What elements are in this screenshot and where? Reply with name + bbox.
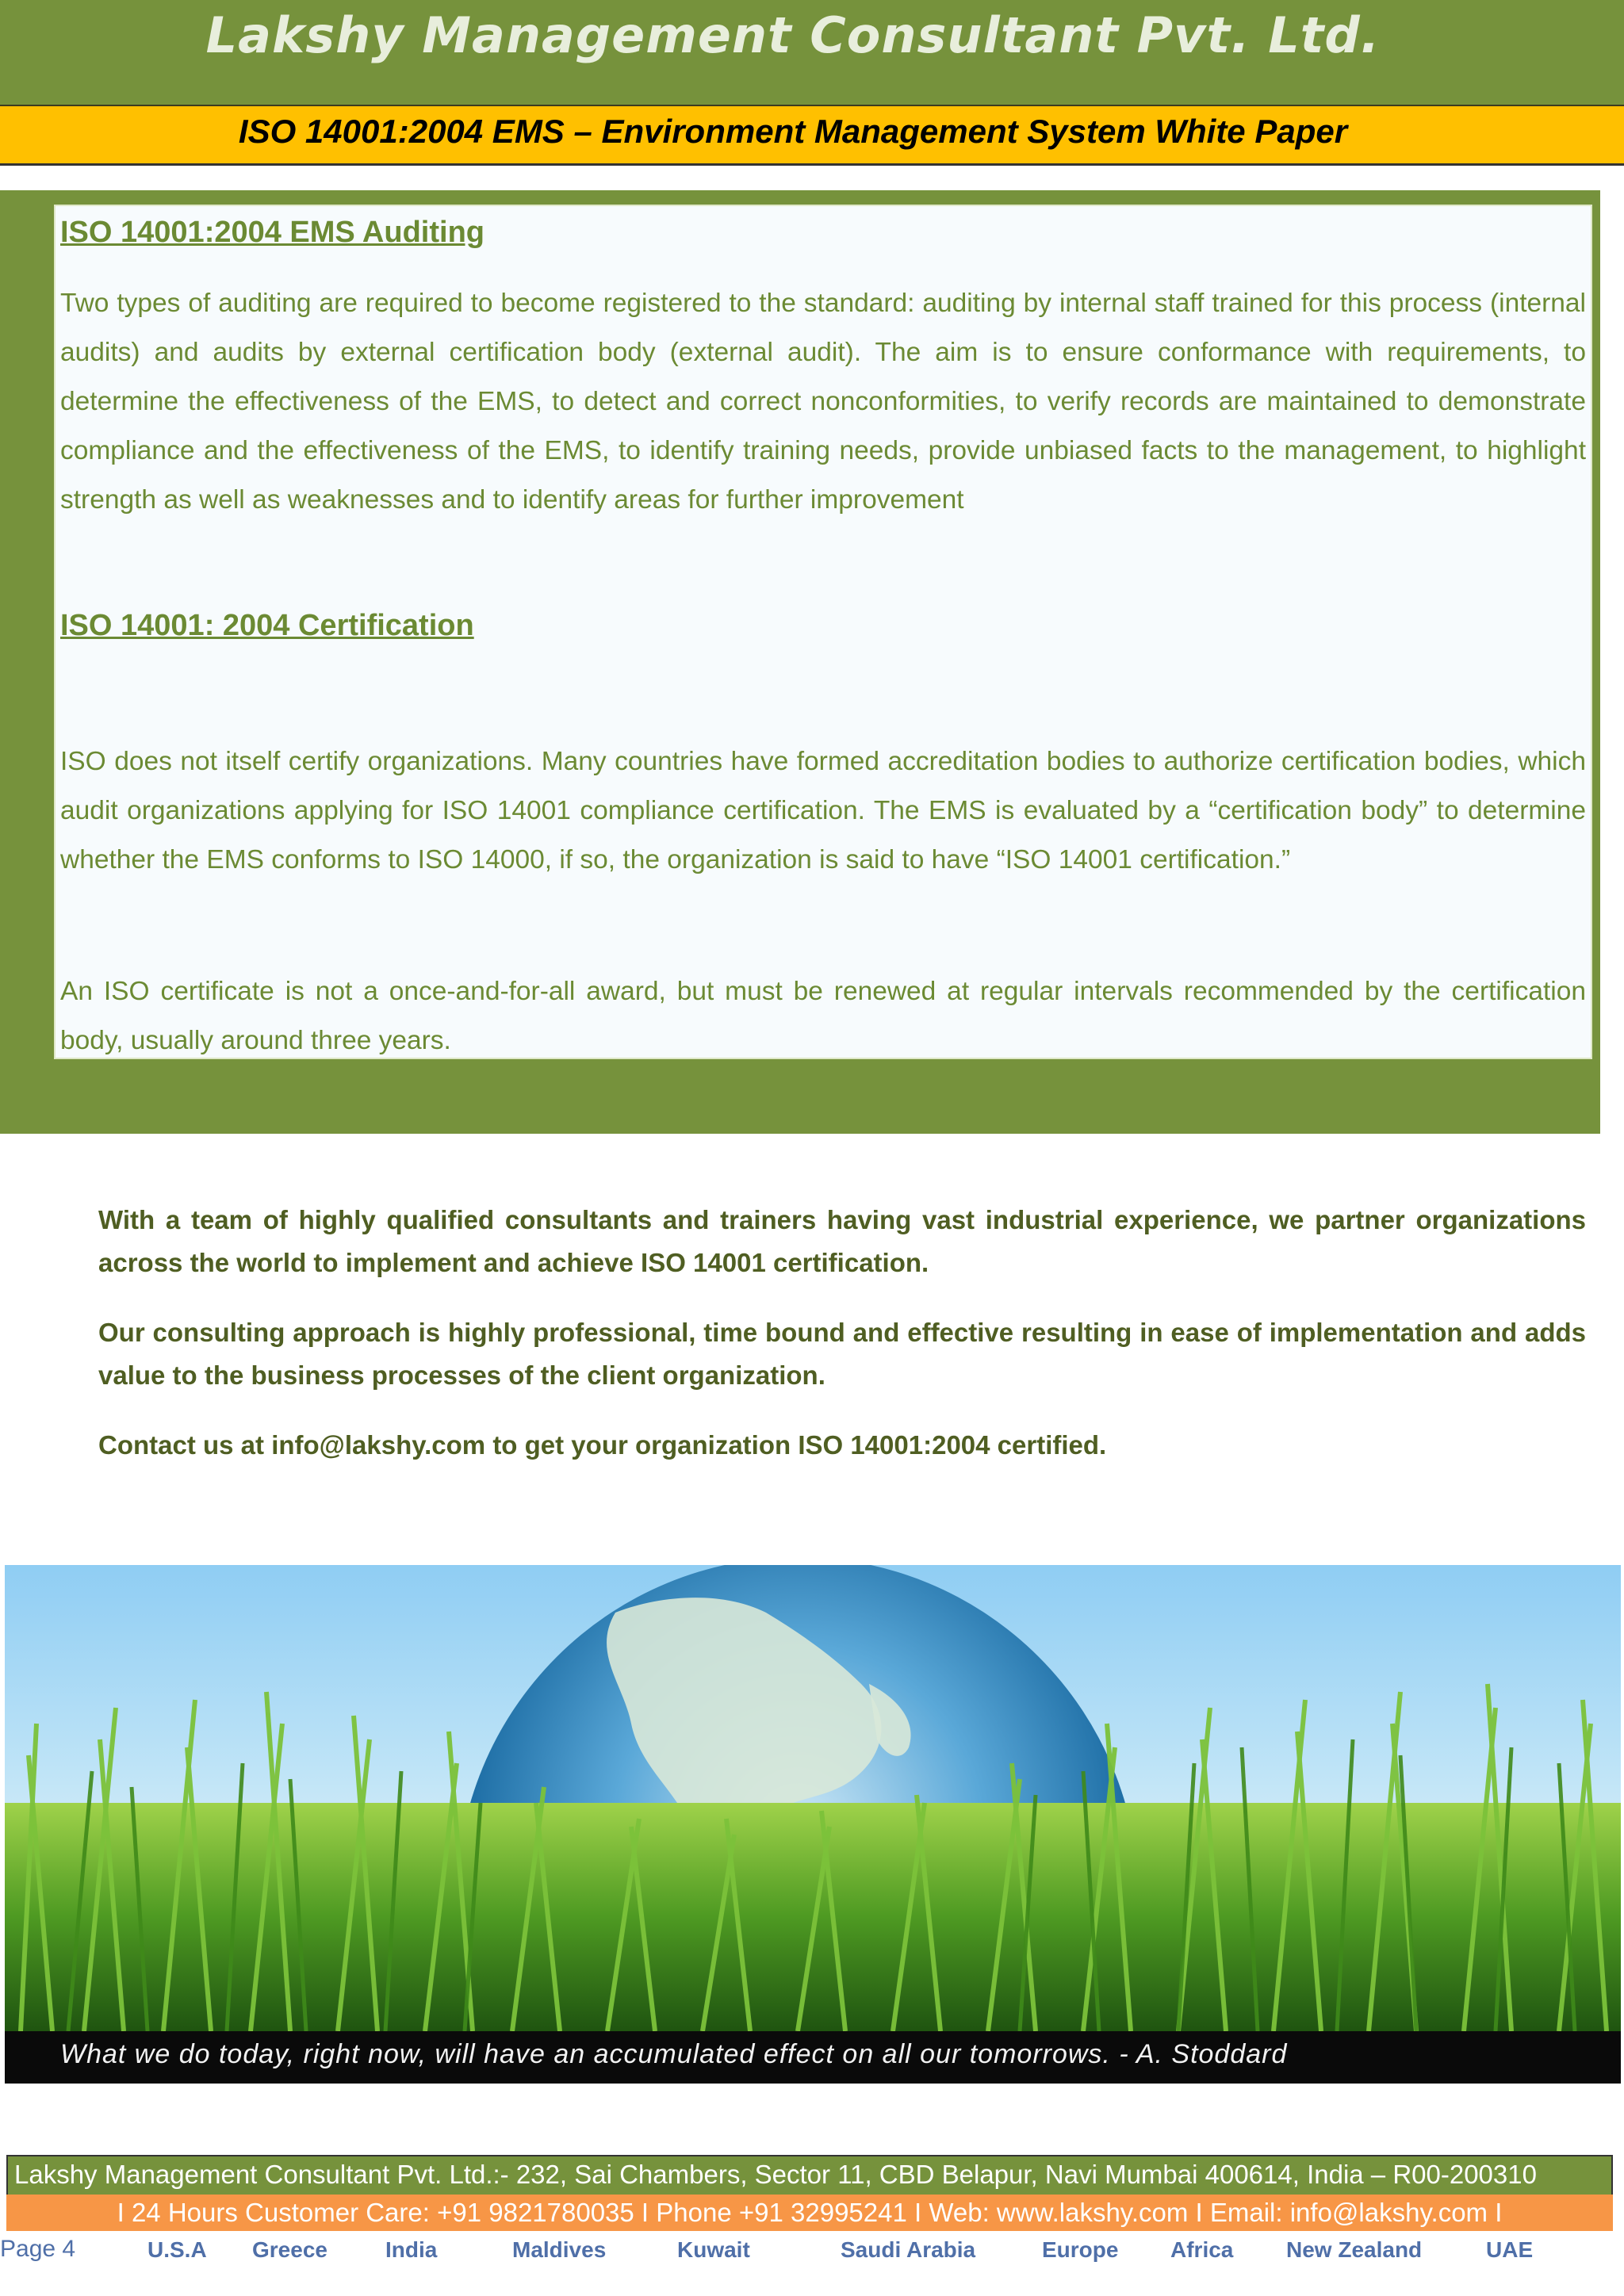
footer-contact: I 24 Hours Customer Care: +91 9821780035 I Phone +91 32995241 I Web: www.lakshy.com I Email: info@lakshy.com I: [117, 2198, 1503, 2227]
country-maldives: Maldives: [512, 2237, 607, 2262]
auditing-paragraph: Two types of auditing are required to become registered to the standard: auditing by internal staff trained for this process (internal audits) and audits by external certification body (external audit). The aim is to ensure conformance with requirements, to determine the effectiveness of the EMS, to detect and correct nonconformities, to verify records are maintained to demonstrate compliance and the effectiveness of the EMS, to identify training needs, provide unbiased facts to the management, to highlight strength as well as weaknesses and to identify areas for further improvement: [60, 289, 1586, 515]
quote-caption: What we do today, right now, will have an accumulated effect on all our tomorrows. - A. Stoddard: [60, 2039, 1288, 2069]
country-africa: Africa: [1170, 2237, 1234, 2262]
country-greece: Greece: [252, 2237, 327, 2262]
globe-grass-banner: [5, 1565, 1621, 2084]
company-title: Lakshy Management Consultant Pvt. Ltd.: [205, 6, 1381, 64]
certification-paragraph-1: ISO does not itself certify organizations. Many countries have formed accreditation bodies to authorize certification bodies, which audit organizations applying for ISO 14001 compliance certification. The EMS is evaluated by a “certification body” to determine whether the EMS conforms to ISO 14000, if so, the organization is said to have “ISO 14001 certification.”: [60, 747, 1586, 874]
content-panel: [54, 205, 1592, 1059]
country-saudi-arabia: Saudi Arabia: [841, 2237, 976, 2262]
country-india: India: [385, 2237, 438, 2262]
header-band: [0, 0, 1624, 105]
promo-contact: Contact us at info@lakshy.com to get your organization ISO 14001:2004 certified.: [98, 1430, 1107, 1460]
document-subtitle: ISO 14001:2004 EMS – Environment Management System White Paper: [238, 113, 1348, 150]
auditing-heading: ISO 14001:2004 EMS Auditing: [60, 216, 485, 249]
country-new-zealand: New Zealand: [1286, 2237, 1423, 2262]
certification-paragraph-2: An ISO certificate is not a once-and-for-all award, but must be renewed at regular intervals recommended by the certification body, usually around three years.: [60, 977, 1586, 1055]
promo-paragraph-1: With a team of highly qualified consultants and trainers having vast industrial experience, we partner organizations across the world to implement and achieve ISO 14001 certification.: [98, 1205, 1586, 1277]
page-number: Page 4: [0, 2236, 76, 2262]
country-kuwait: Kuwait: [677, 2237, 750, 2262]
footer-contact-bar: [6, 2195, 1613, 2231]
country-europe: Europe: [1042, 2237, 1119, 2262]
footer-address-bar: [6, 2155, 1613, 2196]
promo-paragraph-2: Our consulting approach is highly professional, time bound and effective resulting in ease of implementation and adds value to the business processes of the client organization.: [98, 1318, 1586, 1390]
country-usa: U.S.A: [147, 2237, 207, 2262]
quote-strip: [5, 2031, 1621, 2084]
footer-address: Lakshy Management Consultant Pvt. Ltd.:- 232, Sai Chambers, Sector 11, CBD Belapur, Navi Mumbai 400614, India – R00-200310: [14, 2160, 1537, 2189]
globe-grass-illustration: [5, 1565, 1621, 2031]
country-uae: UAE: [1486, 2237, 1534, 2262]
certification-heading: ISO 14001: 2004 Certification: [60, 609, 474, 642]
subtitle-band: [0, 105, 1624, 166]
footer-country-row: [0, 2236, 1624, 2275]
